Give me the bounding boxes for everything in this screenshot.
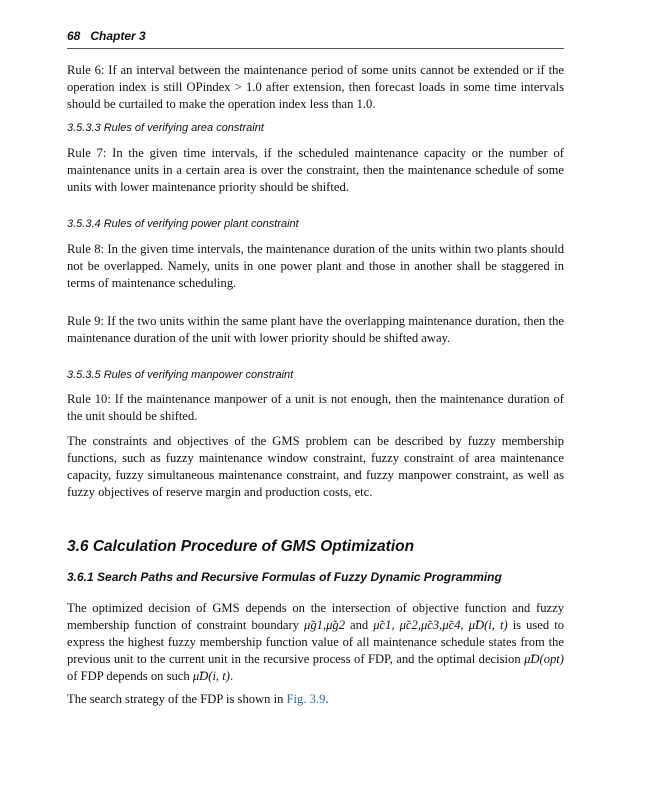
page-number: 68 [67,29,81,43]
page [67,29,565,706]
rule-6-paragraph: Rule 6: If an interval between the maintenance period of some units cannot be extended or if the operation index is still OPindex > 1.0 after extension, then forecast loads in some time intervals should be curtailed to make the operation index less than 1.0. [67,63,564,111]
running-head [67,29,564,49]
formula-mu-g: μ̃g1,μ̃g2 [304,618,346,632]
formula-mu-d: μ̃D(i, t) [192,669,230,683]
rule-8-paragraph: Rule 8: In the given time intervals, the maintenance duration of the units within two plants should not be overlapped. Namely, units in one power plant and those in another shall be staggered in terms of maintenance scheduling. [67,242,564,290]
optimized-decision-paragraph [67,600,564,685]
optimized-text-a: The optimized decision of GMS depends on the intersection of objective function and fuzzy membership function of constraint boundary [67,601,564,632]
formula-mu-c: μ̃c1, μ̃c2,μ̃c3,μ̃c4, μ̃D(i, t) [373,618,508,632]
rule-9-paragraph: Rule 9: If the two units within the same plant have the overlapping maintenance duration, then the maintenance duration of the unit with lower priority should be shifted away. [67,314,564,345]
formula-mu-opt: μ̃D(opt) [524,652,564,666]
strategy-end: . [325,692,329,706]
optimized-text-b: is used to express the highest fuzzy membership function value of all maintenance schedule states from the previous unit to the current unit in the recursive process of FDP, and the optimal decision [67,618,565,666]
optimized-text-d: . [229,669,234,683]
strategy-text: The search strategy of the FDP is shown in [67,692,287,706]
section-3-6-heading: 3.6 Calculation Procedure of GMS Optimization [67,538,415,555]
chapter-title: Chapter 3 [90,29,146,43]
rule-10-paragraph: Rule 10: If the maintenance manpower of a unit is not enough, then the maintenance duration of the unit should be shifted. [67,392,564,423]
subsection-3-5-3-5-heading: 3.5.3.5 Rules of verifying manpower constraint [67,369,294,381]
subsection-3-5-3-4-heading: 3.5.3.4 Rules of verifying power plant constraint [67,218,299,230]
constraints-paragraph: The constraints and objectives of the GMS problem can be described by fuzzy membership functions, such as fuzzy maintenance window constraint, fuzzy constraint of area maintenance capacity, fuzzy simultaneous maintenance constraint, and fuzzy manpower constraint, as well as fuzzy objectives of reserve margin and production costs, etc. [67,434,564,499]
subsection-3-6-1-heading: 3.6.1 Search Paths and Recursive Formulas of Fuzzy Dynamic Programming [67,570,502,584]
search-strategy-paragraph [67,691,564,708]
rule-7-paragraph: Rule 7: In the given time intervals, if the scheduled maintenance capacity or the number of maintenance units in a certain area is over the constraint, then the maintenance schedule of some units with lower maintenance priority should be shifted. [67,146,564,194]
optimized-text-c: of FDP depends on such [67,669,193,683]
optimized-text-and: and [345,618,374,632]
figure-3-9-link[interactable]: Fig. 3.9 [286,692,326,706]
subsection-3-5-3-3-heading: 3.5.3.3 Rules of verifying area constraint [67,122,264,134]
